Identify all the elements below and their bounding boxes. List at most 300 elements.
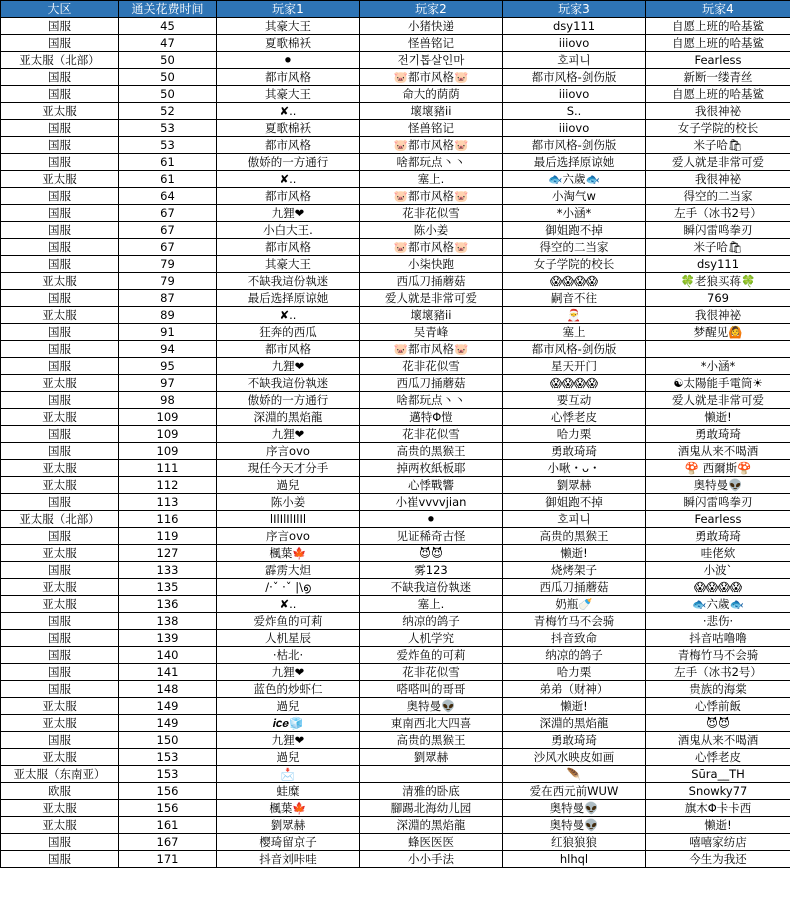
cell-clear-time: 116 xyxy=(119,511,217,528)
cell-region: 国服 xyxy=(1,324,119,341)
cell-player-3: dsy111 xyxy=(503,18,646,35)
cell-player-3: 懒逝! xyxy=(503,545,646,562)
table-row xyxy=(1,664,790,681)
cell-region: 国服 xyxy=(1,426,119,443)
table-row xyxy=(1,324,790,341)
cell-clear-time: 64 xyxy=(119,188,217,205)
cell-region: 国服 xyxy=(1,154,119,171)
cell-region: 亚太服 xyxy=(1,307,119,324)
cell-player-3: 最后选择原谅她 xyxy=(503,154,646,171)
cell-region: 亚太服（北部） xyxy=(1,52,119,69)
cell-clear-time: 140 xyxy=(119,647,217,664)
cell-region: 亚太服 xyxy=(1,596,119,613)
cell-player-2: 深淵的黑焰龍 xyxy=(360,817,503,834)
cell-clear-time: 156 xyxy=(119,783,217,800)
cell-player-3: 沙风水映皮如画 xyxy=(503,749,646,766)
cell-player-3: 都市风格-剑伤版 xyxy=(503,341,646,358)
table-row xyxy=(1,511,790,528)
cell-player-2: 命大的荫荫 xyxy=(360,86,503,103)
table-row xyxy=(1,154,790,171)
cell-player-2 xyxy=(360,766,503,783)
cell-clear-time: 109 xyxy=(119,426,217,443)
cell-clear-time: 135 xyxy=(119,579,217,596)
cell-player-2: 東南西北大四喜 xyxy=(360,715,503,732)
cell-player-2: 小小手法 xyxy=(360,851,503,868)
table-row xyxy=(1,800,790,817)
table-row xyxy=(1,290,790,307)
cell-clear-time: 139 xyxy=(119,630,217,647)
cell-player-2: 嗒嗒叫的哥哥 xyxy=(360,681,503,698)
cell-clear-time: 148 xyxy=(119,681,217,698)
cell-region: 国服 xyxy=(1,120,119,137)
cell-clear-time: 67 xyxy=(119,239,217,256)
cell-region: 国服 xyxy=(1,239,119,256)
cell-player-2: 🐷都市风格🐷 xyxy=(360,69,503,86)
cell-player-1: 都市风格 xyxy=(217,69,360,86)
cell-region: 亚太服 xyxy=(1,409,119,426)
table-row xyxy=(1,579,790,596)
cell-clear-time: 98 xyxy=(119,392,217,409)
cell-region: 国服 xyxy=(1,528,119,545)
cell-region: 国服 xyxy=(1,18,119,35)
table-row xyxy=(1,409,790,426)
cell-clear-time: 111 xyxy=(119,460,217,477)
cell-player-4: 自愿上班的哈基鲨 xyxy=(646,86,790,103)
header-player-2: 玩家2 xyxy=(360,1,503,18)
cell-player-4: 勇敢琦琦 xyxy=(646,426,790,443)
cell-player-2: 腳踢北海幼儿园 xyxy=(360,800,503,817)
cell-player-3: 都市风格-剑伤版 xyxy=(503,69,646,86)
table-row xyxy=(1,103,790,120)
cell-player-2: 小崔vvvvjian xyxy=(360,494,503,511)
cell-player-4: 心悸前飯 xyxy=(646,698,790,715)
cell-region: 亚太服 xyxy=(1,698,119,715)
cell-player-4: 米子哈🛍 xyxy=(646,239,790,256)
cell-player-1: ✘.. xyxy=(217,596,360,613)
cell-region: 亚太服 xyxy=(1,273,119,290)
table-row xyxy=(1,86,790,103)
cell-player-2: 전기톱살인마 xyxy=(360,52,503,69)
cell-clear-time: 133 xyxy=(119,562,217,579)
cell-player-1: 九狸❤ xyxy=(217,664,360,681)
table-row xyxy=(1,239,790,256)
cell-clear-time: 91 xyxy=(119,324,217,341)
table-row xyxy=(1,528,790,545)
table-row xyxy=(1,222,790,239)
table-row xyxy=(1,494,790,511)
cell-clear-time: 171 xyxy=(119,851,217,868)
cell-player-4: 左手（冰书2号） xyxy=(646,664,790,681)
cell-clear-time: 127 xyxy=(119,545,217,562)
cell-player-1: 過兒 xyxy=(217,477,360,494)
cell-player-1: 夏歌棉袄 xyxy=(217,120,360,137)
cell-player-3: 星天开门 xyxy=(503,358,646,375)
cell-player-3: 青梅竹马不会骑 xyxy=(503,613,646,630)
cell-player-1: 九狸❤ xyxy=(217,426,360,443)
cell-clear-time: 141 xyxy=(119,664,217,681)
cell-player-3: 爱在西元前WUW xyxy=(503,783,646,800)
cell-player-3: 哈力栗 xyxy=(503,664,646,681)
cell-player-3: 纳凉的鸽子 xyxy=(503,647,646,664)
cell-player-3: 🐟六歲🐟 xyxy=(503,171,646,188)
cell-player-1: 𝒊𝒄𝒆🧊 xyxy=(217,715,360,732)
table-row xyxy=(1,698,790,715)
cell-player-3: 奥特曼👽 xyxy=(503,817,646,834)
cell-player-1: 過兒 xyxy=(217,698,360,715)
cell-player-3: 😱😱😱😱 xyxy=(503,375,646,392)
cell-clear-time: 67 xyxy=(119,205,217,222)
table-row xyxy=(1,562,790,579)
cell-region: 国服 xyxy=(1,205,119,222)
cell-player-3: 奶瓶🍼 xyxy=(503,596,646,613)
cell-clear-time: 50 xyxy=(119,52,217,69)
cell-player-4: 爱人就是非常可爱 xyxy=(646,154,790,171)
cell-player-2: 陈小姜 xyxy=(360,222,503,239)
cell-region: 国服 xyxy=(1,86,119,103)
cell-player-3: 劉眾赫 xyxy=(503,477,646,494)
cell-player-4: Fearless xyxy=(646,511,790,528)
cell-region: 国服 xyxy=(1,732,119,749)
cell-player-4: 爱人就是非常可爱 xyxy=(646,392,790,409)
header-row xyxy=(1,1,790,18)
cell-clear-time: 97 xyxy=(119,375,217,392)
cell-player-1: 蛙糜 xyxy=(217,783,360,800)
cell-player-2: 花非花似雪 xyxy=(360,358,503,375)
cell-player-2: 西瓜刀捅蘑菇 xyxy=(360,273,503,290)
cell-region: 国服 xyxy=(1,341,119,358)
cell-player-3: 塞上 xyxy=(503,324,646,341)
cell-player-4: 769 xyxy=(646,290,790,307)
cell-player-2: 🐷都市风格🐷 xyxy=(360,137,503,154)
table-row xyxy=(1,545,790,562)
cell-player-1: ✘.. xyxy=(217,171,360,188)
cell-player-4: dsy111 xyxy=(646,256,790,273)
cell-player-3: 心悸老皮 xyxy=(503,409,646,426)
table-row xyxy=(1,681,790,698)
cell-region: 国服 xyxy=(1,562,119,579)
cell-region: 国服 xyxy=(1,851,119,868)
cell-player-3: 西瓜刀捅蘑菇 xyxy=(503,579,646,596)
cell-player-3: hlhql xyxy=(503,851,646,868)
cell-region: 亚太服 xyxy=(1,579,119,596)
cell-player-2: ⚫ xyxy=(360,511,503,528)
cell-clear-time: 138 xyxy=(119,613,217,630)
table-row xyxy=(1,426,790,443)
cell-player-3: S.. xyxy=(503,103,646,120)
cell-clear-time: 109 xyxy=(119,409,217,426)
cell-player-1: 現任今天才分手 xyxy=(217,460,360,477)
table-row xyxy=(1,35,790,52)
cell-player-4: 新断一缕青丝 xyxy=(646,69,790,86)
cell-player-2: 吴青峰 xyxy=(360,324,503,341)
table-row xyxy=(1,341,790,358)
cell-region: 亚太服 xyxy=(1,749,119,766)
cell-player-3: 烧烤架子 xyxy=(503,562,646,579)
table-row xyxy=(1,766,790,783)
header-player-3: 玩家3 xyxy=(503,1,646,18)
cell-player-3: 🪶 xyxy=(503,766,646,783)
cell-player-1: ⚫ xyxy=(217,52,360,69)
cell-region: 亚太服 xyxy=(1,375,119,392)
cell-player-2: 劉眾赫 xyxy=(360,749,503,766)
cell-player-4: 瞬闪雷鸣拳刃 xyxy=(646,494,790,511)
cell-player-2: 不缺我這份執迷 xyxy=(360,579,503,596)
cell-player-1: 最后选择原谅她 xyxy=(217,290,360,307)
cell-player-4: 女子学院的校长 xyxy=(646,120,790,137)
table-row xyxy=(1,171,790,188)
cell-player-4: 抖音咕噜噜 xyxy=(646,630,790,647)
cell-player-4: 我很神祕 xyxy=(646,307,790,324)
cell-player-2: 西瓜刀捅蘑菇 xyxy=(360,375,503,392)
cell-player-3: 懒逝! xyxy=(503,698,646,715)
cell-region: 国服 xyxy=(1,358,119,375)
cell-clear-time: 109 xyxy=(119,443,217,460)
cell-region: 亚太服 xyxy=(1,477,119,494)
table-row xyxy=(1,69,790,86)
cell-region: 亚太服 xyxy=(1,171,119,188)
cell-player-2: 小柒快跑 xyxy=(360,256,503,273)
table-header xyxy=(1,1,790,18)
cell-player-4: 🍄 西爾斯🍄 xyxy=(646,460,790,477)
cell-player-4 xyxy=(646,341,790,358)
cell-player-2: 🐷都市风格🐷 xyxy=(360,188,503,205)
cell-region: 欧服 xyxy=(1,783,119,800)
header-region: 大区 xyxy=(1,1,119,18)
cell-clear-time: 50 xyxy=(119,86,217,103)
cell-clear-time: 61 xyxy=(119,171,217,188)
cell-clear-time: 67 xyxy=(119,222,217,239)
cell-region: 国服 xyxy=(1,188,119,205)
cell-player-3: 抖音致命 xyxy=(503,630,646,647)
cell-clear-time: 149 xyxy=(119,698,217,715)
cell-player-3: 弟弟（财神） xyxy=(503,681,646,698)
cell-region: 亚太服（北部） xyxy=(1,511,119,528)
cell-player-1: 都市风格 xyxy=(217,239,360,256)
cell-clear-time: 87 xyxy=(119,290,217,307)
cell-player-4: *小涵* xyxy=(646,358,790,375)
cell-player-4: 勇敢琦琦 xyxy=(646,528,790,545)
table-body xyxy=(1,18,790,868)
cell-player-2: 啥都玩点丶丶 xyxy=(360,154,503,171)
table-row xyxy=(1,205,790,222)
cell-player-3: 勇敢琦琦 xyxy=(503,443,646,460)
cell-player-1: 楓葉🍁 xyxy=(217,800,360,817)
cell-player-1: 其豪大王 xyxy=(217,256,360,273)
cell-player-1: 狂奔的西瓜 xyxy=(217,324,360,341)
cell-player-2: 小猪快递 xyxy=(360,18,503,35)
table-row xyxy=(1,137,790,154)
cell-player-2: 爱炸鱼的可莉 xyxy=(360,647,503,664)
cell-player-3: iiiovo xyxy=(503,35,646,52)
cell-player-4: ☯太陽能手電筒☀ xyxy=(646,375,790,392)
table-row xyxy=(1,307,790,324)
table-row xyxy=(1,18,790,35)
cell-player-4: 梦醒见🙆 xyxy=(646,324,790,341)
cell-player-1: 都市风格 xyxy=(217,341,360,358)
cell-region: 国服 xyxy=(1,35,119,52)
cell-player-4: 米子哈🛍 xyxy=(646,137,790,154)
cell-player-3: 😱😱😱😱 xyxy=(503,273,646,290)
cell-player-4: 今生为我还 xyxy=(646,851,790,868)
cell-player-1: /·ˇ ·ˇ |\൭ xyxy=(217,579,360,596)
cell-player-3: 哈力栗 xyxy=(503,426,646,443)
table-row xyxy=(1,596,790,613)
cell-player-2: 啥都玩点丶丶 xyxy=(360,392,503,409)
cell-player-3: 女子学院的校长 xyxy=(503,256,646,273)
cell-player-4: 自愿上班的哈基鲨 xyxy=(646,35,790,52)
cell-player-1: 九狸❤ xyxy=(217,358,360,375)
cell-player-4: 小波` xyxy=(646,562,790,579)
cell-player-2: 🐷都市风格🐷 xyxy=(360,239,503,256)
cell-player-4: 我很神祕 xyxy=(646,103,790,120)
cell-player-4: 🐟六歲🐟 xyxy=(646,596,790,613)
cell-player-4: 懒逝! xyxy=(646,409,790,426)
table-row xyxy=(1,613,790,630)
cell-region: 国服 xyxy=(1,443,119,460)
cell-clear-time: 150 xyxy=(119,732,217,749)
cell-player-4: 自愿上班的哈基鲨 xyxy=(646,18,790,35)
table-row xyxy=(1,715,790,732)
cell-player-2: 高贵的黑猴王 xyxy=(360,732,503,749)
cell-region: 亚太服 xyxy=(1,817,119,834)
cell-player-1: 其豪大王 xyxy=(217,86,360,103)
cell-player-1: 人机星辰 xyxy=(217,630,360,647)
cell-player-3: 小啾・ᴗ・ xyxy=(503,460,646,477)
cell-player-2: 🐷都市风格🐷 xyxy=(360,341,503,358)
cell-player-2: 人机学究 xyxy=(360,630,503,647)
cell-player-2: 塞上. xyxy=(360,171,503,188)
cell-clear-time: 167 xyxy=(119,834,217,851)
cell-player-4: 左手（冰书2号） xyxy=(646,205,790,222)
table-row xyxy=(1,817,790,834)
cell-region: 亚太服 xyxy=(1,103,119,120)
cell-player-2: 奥特曼👽 xyxy=(360,698,503,715)
cell-clear-time: 79 xyxy=(119,273,217,290)
cell-player-3: iiiovo xyxy=(503,120,646,137)
cell-clear-time: 113 xyxy=(119,494,217,511)
header-player-1: 玩家1 xyxy=(217,1,360,18)
cell-player-2: 纳凉的鸽子 xyxy=(360,613,503,630)
cell-player-3: 勇敢琦琦 xyxy=(503,732,646,749)
cell-region: 国服 xyxy=(1,494,119,511)
cell-player-1: 樱琦留京子 xyxy=(217,834,360,851)
cell-player-1: 楓葉🍁 xyxy=(217,545,360,562)
cell-player-2: 邁特Φ愷 xyxy=(360,409,503,426)
cell-player-3: 要互动 xyxy=(503,392,646,409)
cell-player-4: 奥特曼👽 xyxy=(646,477,790,494)
table-row xyxy=(1,749,790,766)
table-row xyxy=(1,52,790,69)
table-row xyxy=(1,392,790,409)
cell-clear-time: 119 xyxy=(119,528,217,545)
cell-player-4: 😈😈 xyxy=(646,715,790,732)
table-row xyxy=(1,443,790,460)
cell-player-1: 過兒 xyxy=(217,749,360,766)
cell-clear-time: 47 xyxy=(119,35,217,52)
cell-player-2: 花非花似雪 xyxy=(360,205,503,222)
cell-player-1: lIlIlIlIlIl xyxy=(217,511,360,528)
table-row xyxy=(1,851,790,868)
cell-player-4: ·悲伤· xyxy=(646,613,790,630)
cell-player-1: 陈小姜 xyxy=(217,494,360,511)
cell-player-3: iiiovo xyxy=(503,86,646,103)
cell-player-1: 其豪大王 xyxy=(217,18,360,35)
cell-region: 国服 xyxy=(1,681,119,698)
cell-player-1: 小白大王. xyxy=(217,222,360,239)
table-row xyxy=(1,120,790,137)
table-row xyxy=(1,188,790,205)
cell-player-1: ✘.. xyxy=(217,103,360,120)
cell-player-2: 蜂医医医 xyxy=(360,834,503,851)
cell-region: 国服 xyxy=(1,613,119,630)
cell-clear-time: 79 xyxy=(119,256,217,273)
table-row xyxy=(1,732,790,749)
cell-player-1: 都市风格 xyxy=(217,188,360,205)
cell-player-4: 瞬闪雷鸣拳刃 xyxy=(646,222,790,239)
cell-player-4: 青梅竹马不会骑 xyxy=(646,647,790,664)
cell-player-2: 心悸戰響 xyxy=(360,477,503,494)
cell-clear-time: 94 xyxy=(119,341,217,358)
cell-player-4: 😱😱😱😱 xyxy=(646,579,790,596)
cell-player-1: 夏歌棉袄 xyxy=(217,35,360,52)
cell-player-1: 序言ovo xyxy=(217,528,360,545)
cell-player-4: 心悸老皮 xyxy=(646,749,790,766)
cell-clear-time: 149 xyxy=(119,715,217,732)
cell-player-3: 小淘气w xyxy=(503,188,646,205)
cell-player-2: 花非花似雪 xyxy=(360,664,503,681)
cell-clear-time: 153 xyxy=(119,766,217,783)
cell-player-3: 都市风格-剑伤版 xyxy=(503,137,646,154)
cell-player-1: 都市风格 xyxy=(217,137,360,154)
cell-player-3: 御姐跑不掉 xyxy=(503,494,646,511)
cell-region: 国服 xyxy=(1,647,119,664)
cell-region: 国服 xyxy=(1,834,119,851)
cell-player-4: 得空的二当家 xyxy=(646,188,790,205)
table-row xyxy=(1,460,790,477)
cell-player-3: 御姐跑不掉 xyxy=(503,222,646,239)
cell-clear-time: 156 xyxy=(119,800,217,817)
cell-player-2: 清雅的卧底 xyxy=(360,783,503,800)
cell-clear-time: 161 xyxy=(119,817,217,834)
cell-player-4: 哇佬欸 xyxy=(646,545,790,562)
cell-player-4: 贵族的海棠 xyxy=(646,681,790,698)
cell-clear-time: 112 xyxy=(119,477,217,494)
cell-player-2: 掉两枚紙板耶 xyxy=(360,460,503,477)
cell-player-3: 호피니 xyxy=(503,52,646,69)
cell-player-1: ✘.. xyxy=(217,307,360,324)
cell-player-3: 奥特曼👽 xyxy=(503,800,646,817)
cell-region: 亚太服 xyxy=(1,715,119,732)
table-row xyxy=(1,477,790,494)
cell-player-1: 不缺我這份執迷 xyxy=(217,375,360,392)
cell-player-1: 序言ovo xyxy=(217,443,360,460)
cell-clear-time: 53 xyxy=(119,120,217,137)
cell-player-2: 见证稀奇古怪 xyxy=(360,528,503,545)
table-row xyxy=(1,358,790,375)
cell-player-1: 深淵的黑焰龍 xyxy=(217,409,360,426)
cell-player-1: 爱炸鱼的可莉 xyxy=(217,613,360,630)
cell-region: 亚太服（东南亚） xyxy=(1,766,119,783)
table-row xyxy=(1,834,790,851)
cell-player-3: 红狼狼狼 xyxy=(503,834,646,851)
cell-player-4: 🍀老狼买蒋🍀 xyxy=(646,273,790,290)
cell-player-2: 塞上. xyxy=(360,596,503,613)
cell-player-1: 傲娇的一方通行 xyxy=(217,392,360,409)
header-clear-time: 通关花费时间 xyxy=(119,1,217,18)
cell-player-1: 霹雳大炟 xyxy=(217,562,360,579)
cell-player-3: 得空的二当家 xyxy=(503,239,646,256)
table-row xyxy=(1,256,790,273)
